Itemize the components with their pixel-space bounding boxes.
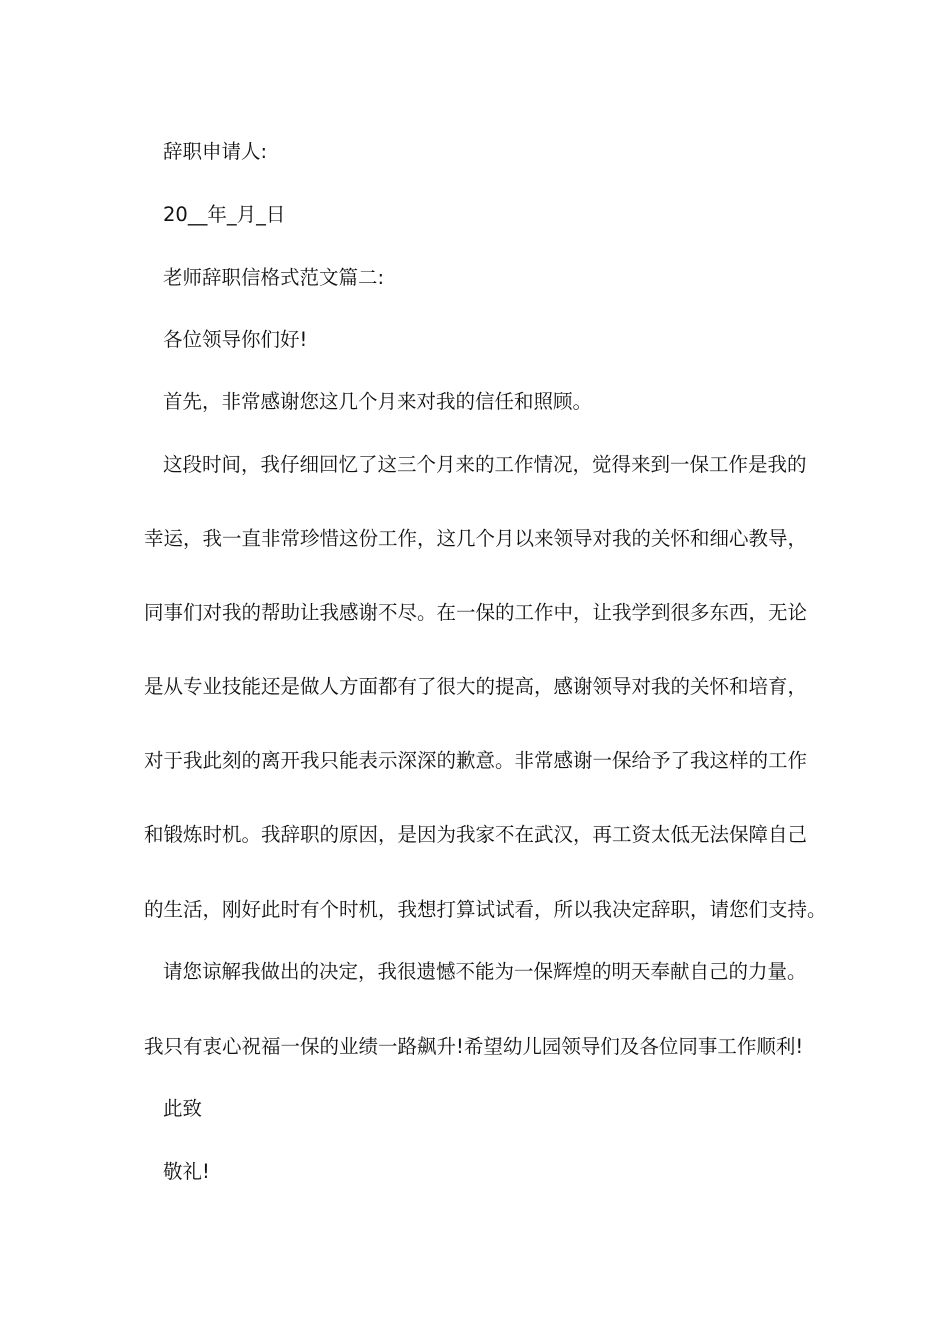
paragraph-line: 的生活，刚好此时有个时机，我想打算试试看，所以我决定辞职，请您们支持。 [144, 898, 827, 921]
salutation: 各位领导你们好! [163, 328, 308, 351]
section-heading: 老师辞职信格式范文篇二: [163, 266, 385, 289]
closing-line: 此致 [163, 1097, 203, 1120]
paragraph-line: 同事们对我的帮助让我感谢不尽。在一保的工作中，让我学到很多东西，无论 [144, 601, 808, 624]
paragraph-line: 我只有衷心祝福一保的业绩一路飙升!希望幼儿园领导们及各位同事工作顺利! [144, 1035, 804, 1058]
signature-label: 辞职申请人: [163, 140, 268, 163]
paragraph-line: 首先，非常感谢您这几个月来对我的信任和照顾。 [163, 390, 593, 413]
paragraph-line: 请您谅解我做出的决定，我很遗憾不能为一保辉煌的明天奉献自己的力量。 [163, 960, 807, 983]
paragraph-line: 这段时间，我仔细回忆了这三个月来的工作情况，觉得来到一保工作是我的 [163, 453, 807, 476]
closing-regards: 敬礼! [163, 1160, 210, 1183]
date-line: 20__年_月_日 [163, 203, 286, 226]
paragraph-line: 对于我此刻的离开我只能表示深深的歉意。非常感谢一保给予了我这样的工作 [144, 749, 808, 772]
paragraph-line: 幸运，我一直非常珍惜这份工作，这几个月以来领导对我的关怀和细心教导， [144, 527, 808, 550]
paragraph-line: 是从专业技能还是做人方面都有了很大的提高，感谢领导对我的关怀和培育， [144, 675, 808, 698]
paragraph-line: 和锻炼时机。我辞职的原因，是因为我家不在武汉，再工资太低无法保障自己 [144, 823, 808, 846]
